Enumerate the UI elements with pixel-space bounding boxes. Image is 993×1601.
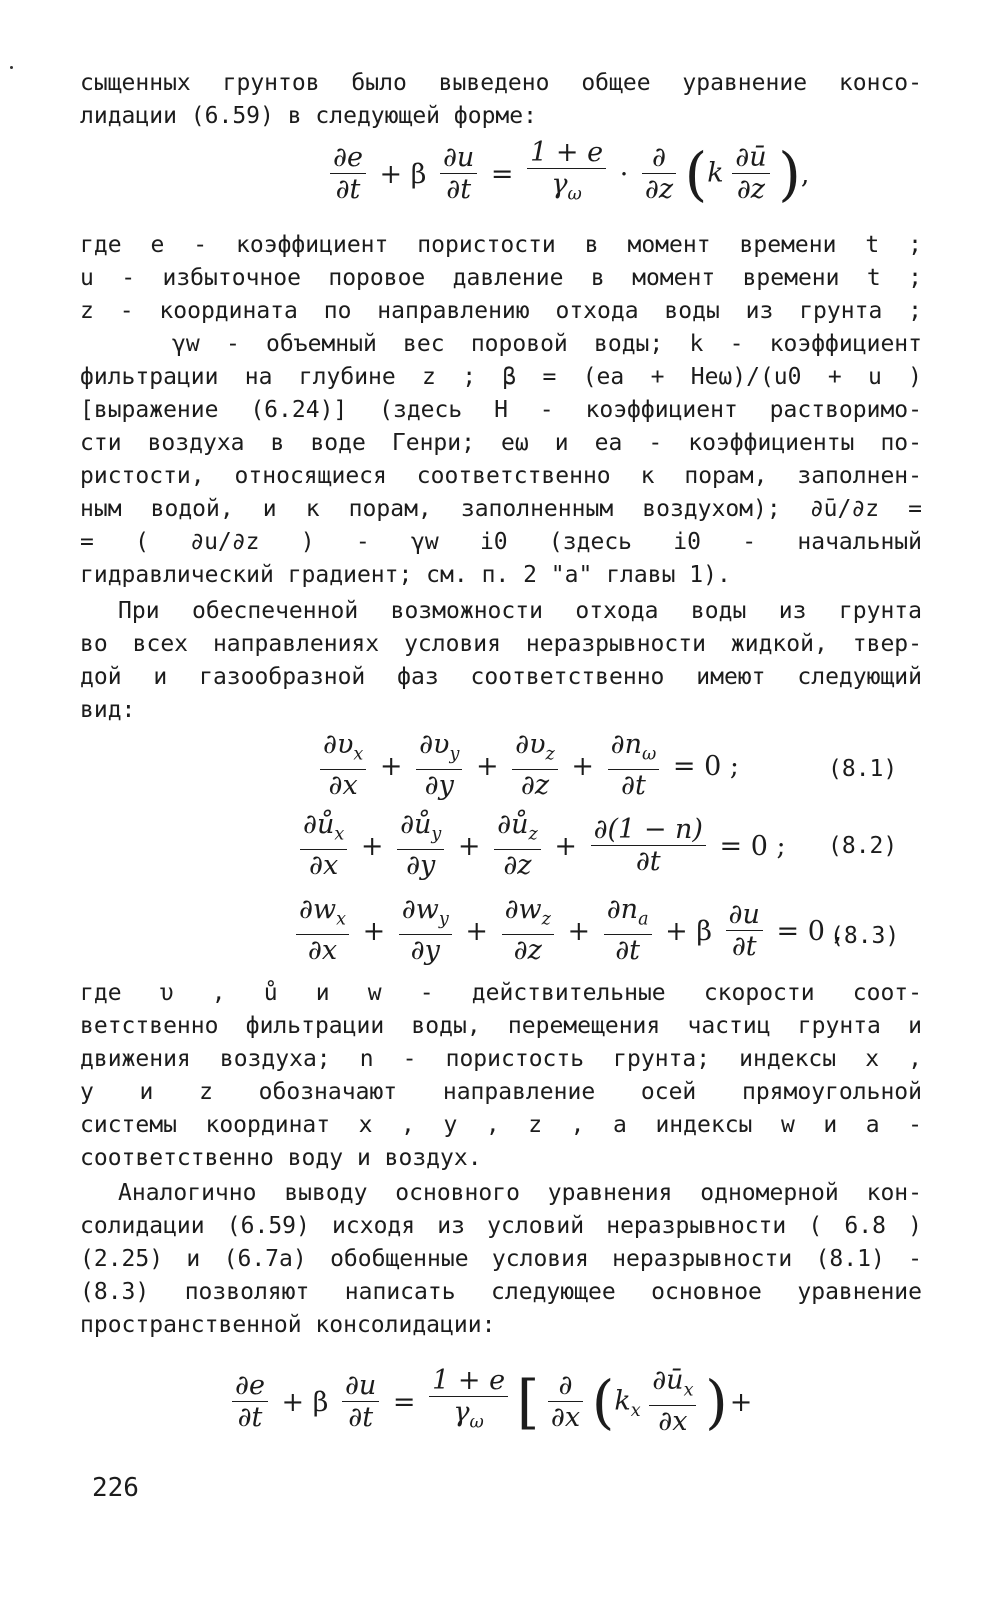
text-line: Аналогично выводу основного уравнения одномерной кон-	[118, 1180, 922, 1206]
text-line: движения воздуха; n - пористость грунта; индексы x ,	[80, 1046, 922, 1072]
text-line: u - избыточное поровое давление в момент времени t ;	[80, 265, 922, 291]
equation-spatial-consolidation: $\frac{\partial e}{\partial t}$ + β $\frac{\partial u}{\partial t}$ = $\frac{1 + e}{\gamma_\omega}$ [ $\frac{\partial}{\partial x}$ ($k_x$ $\frac{\partial ū_x}{\partial x}$ )+	[232, 1366, 752, 1438]
text-line: (2.25) и (6.7a) обобщенные условия неразрывности (8.1) -	[80, 1246, 922, 1272]
text-line: ным водой, и к порам, заполненным воздухом); ∂ū/∂z =	[80, 496, 922, 522]
equation-8-3: $\frac{\partial w_x}{\partial x}$ + $\frac{\partial w_y}{\partial y}$ + $\frac{\partial w_z}{\partial z}$ + $\frac{\partial n_a}{\partial t}$ + β $\frac{\partial u}{\partial t}$ = 0 ,	[296, 895, 847, 967]
equation-8-1: $\frac{\partial\upsilon_x}{\partial x}$ + $\frac{\partial\upsilon_y}{\partial y}$ + $\frac{\partial\upsilon_z}{\partial z}$ + $\frac{\partial n_\omega}{\partial t}$ = 0 ;	[320, 730, 744, 802]
text-line: пространственной консолидации:	[80, 1312, 496, 1338]
text-line: солидации (6.59) исходя из условий неразрывности ( 6.8 )	[80, 1213, 922, 1239]
text-line: во всех направлениях условия неразрывности жидкой, твер-	[80, 631, 922, 657]
text-line: где е - коэффициент пористости в момент времени t ;	[80, 232, 922, 258]
text-line: сыщенных грунтов было выведено общее уравнение консо-	[80, 70, 922, 96]
text-line: вид:	[80, 697, 136, 723]
text-line: y и z обозначают направление осей прямоугольной	[80, 1079, 922, 1105]
text-line: лидации (6.59) в следующей форме:	[80, 103, 537, 129]
text-line: системы координат x , y , z , а индексы w и a -	[80, 1112, 922, 1138]
text-line: сти воздуха в воде Генри; еω и еa - коэффициенты по-	[80, 430, 922, 456]
page-number: 226	[92, 1473, 139, 1503]
speck-mark	[10, 66, 13, 69]
equation-6-59: $\frac{\partial e}{\partial t}$ + β $\frac{\partial u}{\partial t}$ = $\frac{1 + e}{\gamma_\omega}$ · $\frac{\partial}{\partial z}$ (k $\frac{\partial ū}{\partial z}$ ),	[330, 138, 809, 210]
equation-8-2: $\frac{\partial ů_x}{\partial x}$ + $\frac{\partial ů_y}{\partial y}$ + $\frac{\partial ů_z}{\partial z}$ + $\frac{\partial(1 - n)}{\partial t}$ = 0 ;	[300, 810, 791, 882]
text-line: = ( ∂u/∂z ) - γw i0 (здесь i0 - начальный	[80, 529, 922, 555]
text-line: При обеспеченной возможности отхода воды из грунта	[118, 598, 922, 624]
text-line: соответственно воду и воздух.	[80, 1145, 482, 1171]
text-line: z - координата по направлению отхода воды из грунта ;	[80, 298, 922, 324]
text-line: где υ , ů и w - действительные скорости соот-	[80, 980, 922, 1006]
text-line: фильтрации на глубине z ; β = (еa + Heω)/(u0 + u )	[80, 364, 922, 390]
text-line: ветственно фильтрации воды, перемещения частиц грунта и	[80, 1013, 922, 1039]
equation-number: (8.3)	[830, 923, 900, 949]
text-line: [выражение (6.24)] (здесь H - коэффициент растворимо-	[80, 397, 922, 423]
text-line: (8.3) позволяют написать следующее основное уравнение	[80, 1279, 922, 1305]
text-line: дой и газообразной фаз соответственно имеют следующий	[80, 664, 922, 690]
equation-number: (8.1)	[828, 756, 898, 782]
text-line: γw - объемный вес поровой воды; k - коэффициент	[172, 331, 922, 357]
equation-number: (8.2)	[828, 833, 898, 859]
text-line: ристости, относящиеся соответственно к порам, заполнен-	[80, 463, 922, 489]
text-line: гидравлический градиент; см. п. 2 "а" главы 1).	[80, 562, 731, 588]
